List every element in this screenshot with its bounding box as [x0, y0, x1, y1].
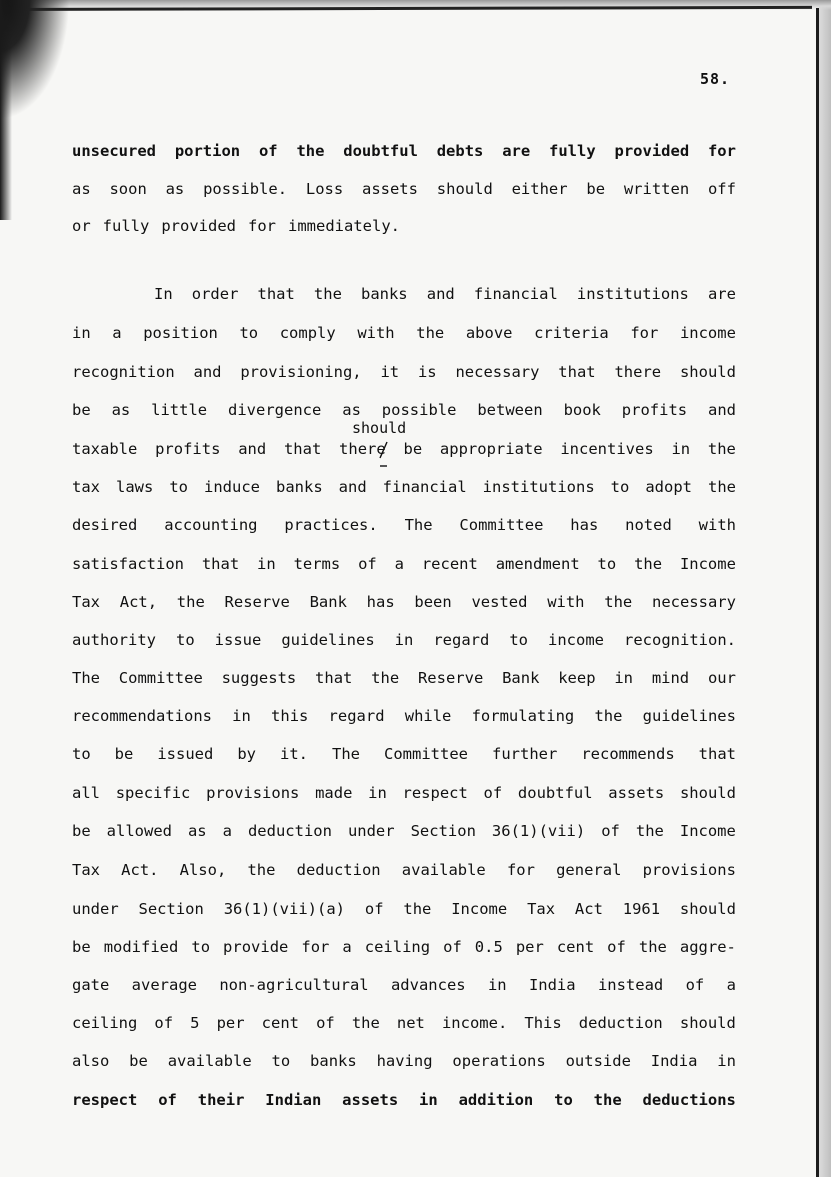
word: further [492, 745, 558, 763]
word: should [679, 900, 736, 918]
word: issue [214, 631, 262, 649]
word: allowed [106, 822, 172, 840]
word: be [72, 401, 91, 419]
word: fully [102, 217, 150, 235]
word: Loss [305, 180, 344, 198]
word: possible. [203, 180, 288, 198]
text-line [72, 668, 736, 688]
word: The [72, 669, 100, 687]
word: recognition [72, 363, 175, 381]
word: the [313, 285, 342, 303]
word: also [72, 1052, 110, 1070]
word: and [426, 285, 455, 303]
word: provisions [206, 784, 300, 802]
word: under [347, 822, 395, 840]
word: operations [452, 1052, 546, 1070]
word: in [232, 707, 251, 725]
word: guidelines [642, 707, 736, 725]
word: ceiling [72, 1014, 138, 1032]
insertion-caret-icon [376, 440, 390, 470]
word: to [169, 478, 188, 496]
word: that [257, 285, 295, 303]
word: The [404, 516, 433, 534]
word: it [380, 363, 400, 381]
word: The [332, 745, 361, 763]
word: provided [614, 142, 690, 160]
word: made [315, 784, 353, 802]
word: ceiling [364, 938, 431, 956]
text-line [72, 860, 736, 880]
word: between [477, 401, 543, 419]
word: income [548, 631, 605, 649]
word: doubtful [343, 142, 418, 160]
word: assets [361, 180, 418, 198]
word: terms [293, 555, 341, 573]
text-line [72, 630, 736, 650]
scan-left-shadow [0, 0, 12, 220]
word: cent [556, 938, 595, 956]
word: as [165, 180, 185, 198]
word: or [72, 217, 91, 235]
word: induce [204, 478, 260, 496]
word: suggests [221, 669, 297, 687]
word: to [554, 1091, 573, 1109]
word: under [72, 900, 119, 918]
word: there [614, 363, 662, 381]
word: available [401, 861, 486, 879]
word: of [154, 1014, 174, 1032]
word: for [707, 142, 736, 160]
word: be [72, 938, 91, 956]
text-line [72, 400, 736, 420]
word: in [671, 440, 691, 458]
word: Tax [72, 861, 100, 879]
word: are [707, 285, 736, 303]
text-line [72, 706, 736, 726]
word: doubtful [517, 784, 593, 802]
word: and [708, 401, 736, 419]
word: the [594, 707, 623, 725]
word: Tax [527, 900, 556, 918]
word: recognition. [624, 631, 736, 649]
word: is [417, 363, 437, 381]
word: order [191, 285, 239, 303]
word: be [129, 1052, 148, 1070]
word: gate [72, 976, 110, 994]
word: Bank [502, 669, 540, 687]
word: to [176, 631, 195, 649]
word: Tax [72, 593, 100, 611]
word: In [154, 285, 173, 303]
word: Also, [179, 861, 227, 879]
word: their [197, 1091, 245, 1109]
word: to [191, 938, 211, 956]
word: that [283, 440, 322, 458]
word: instead [597, 976, 664, 994]
word: comply [279, 324, 336, 342]
text-line [72, 179, 736, 199]
word: financial [473, 285, 558, 303]
text-line [72, 362, 736, 382]
word: desired [72, 516, 138, 534]
word: India [650, 1052, 698, 1070]
word: as [111, 401, 131, 419]
word: assets [608, 784, 665, 802]
text-line [154, 284, 736, 304]
word: the [635, 822, 664, 840]
word: a [342, 938, 352, 956]
word: having [376, 1052, 433, 1070]
word: should [679, 784, 736, 802]
word: modified [103, 938, 179, 956]
word: profits [621, 401, 688, 419]
scan-right-edge [816, 8, 819, 1177]
word: institutions [576, 285, 689, 303]
word: of [364, 900, 384, 918]
word: advances [390, 976, 466, 994]
word: incentives [560, 440, 654, 458]
text-line [72, 216, 736, 236]
page-number: 58. [700, 70, 731, 88]
text-line [72, 899, 736, 919]
word: fully [549, 142, 596, 160]
word: per [216, 1014, 245, 1032]
word: 1961 [622, 900, 661, 918]
word: aggre- [679, 938, 736, 956]
word: and [193, 363, 222, 381]
word: by [237, 745, 257, 763]
word: off [707, 180, 736, 198]
word: and [238, 440, 267, 458]
word: to [597, 555, 617, 573]
word: book [563, 401, 601, 419]
word: general [556, 861, 622, 879]
word: regard [433, 631, 490, 649]
word: written [623, 180, 690, 198]
word: with [357, 324, 395, 342]
word: should [679, 363, 736, 381]
word: criteria [534, 324, 609, 342]
word: respect [72, 1091, 138, 1109]
word: Act [574, 900, 603, 918]
word: the [707, 440, 736, 458]
word: soon [109, 180, 147, 198]
word: Committee [459, 516, 544, 534]
text-line [72, 141, 736, 161]
word: income. [441, 1014, 508, 1032]
word: the [708, 478, 736, 496]
text-line [72, 821, 736, 841]
word: Committee [118, 669, 203, 687]
word: Section [410, 822, 476, 840]
word: in [614, 669, 634, 687]
word: Bank [309, 593, 347, 611]
word: formulating [471, 707, 575, 725]
word: of [685, 976, 705, 994]
word: regard [328, 707, 385, 725]
word: be [586, 180, 606, 198]
word: provisions [642, 861, 736, 879]
word: practices. [284, 516, 378, 534]
text-line [72, 937, 736, 957]
word: possible [381, 401, 457, 419]
word: that [201, 555, 240, 573]
word: 0.5 [474, 938, 503, 956]
word: for [506, 861, 535, 879]
word: income [679, 324, 736, 342]
word: authority [72, 631, 156, 649]
word: deduction [247, 822, 332, 840]
word: banks [310, 1052, 357, 1070]
word: in [394, 631, 414, 649]
word: been [414, 593, 452, 611]
word: recent [421, 555, 478, 573]
word: there [339, 440, 386, 458]
word: the [403, 900, 432, 918]
word: all [72, 784, 100, 802]
word: of [607, 938, 626, 956]
text-line [72, 592, 736, 612]
word: mind [651, 669, 690, 687]
word: of [158, 1091, 177, 1109]
text-line [72, 554, 736, 574]
word: available [167, 1052, 252, 1070]
handwritten-insertion: should [352, 419, 407, 437]
word: that [315, 669, 353, 687]
word: the [416, 324, 445, 342]
word: banks [276, 478, 323, 496]
word: 5 [190, 1014, 200, 1032]
word: has [366, 593, 395, 611]
word: be [403, 440, 423, 458]
word: and [338, 478, 367, 496]
word: the [351, 1014, 380, 1032]
word: Committee [384, 745, 469, 763]
word: in [419, 1091, 438, 1109]
word: India [528, 976, 576, 994]
word: Section [138, 900, 204, 918]
scan-edge-shade [819, 0, 831, 1177]
text-line [72, 975, 736, 995]
word: that [558, 363, 596, 381]
word: respect [402, 784, 468, 802]
word: guidelines [281, 631, 375, 649]
word: to [271, 1052, 291, 1070]
word: cent [261, 1014, 299, 1032]
word: unsecured [72, 142, 156, 160]
word: little [151, 401, 208, 419]
word: for [630, 324, 659, 342]
word: 36(1)(vii)(a) [223, 900, 346, 918]
text-line [72, 439, 736, 459]
word: of [258, 142, 278, 160]
word: vested [471, 593, 528, 611]
word: necessary [455, 363, 540, 381]
word: a [112, 324, 122, 342]
word: outside [565, 1052, 631, 1070]
word: in [257, 555, 276, 573]
word: Indian [265, 1091, 322, 1109]
word: accounting [164, 516, 258, 534]
word: it. [280, 745, 309, 763]
word: as [342, 401, 361, 419]
word: above [465, 324, 513, 342]
word: Act, [119, 593, 158, 611]
word: provided [161, 217, 236, 235]
word: to [509, 631, 529, 649]
word: of [316, 1014, 335, 1032]
word: satisfaction [72, 555, 184, 573]
word: deduction [578, 1014, 663, 1032]
word: in [717, 1052, 736, 1070]
text-line [72, 1013, 736, 1033]
word: recommendations [72, 707, 212, 725]
word: the [593, 1091, 622, 1109]
word: as [187, 822, 207, 840]
word: a [726, 976, 736, 994]
word: to [72, 745, 91, 763]
word: laws [116, 478, 154, 496]
word: be [72, 822, 91, 840]
word: amendment [495, 555, 580, 573]
word: banks [360, 285, 408, 303]
word: of [601, 822, 620, 840]
word: the [604, 593, 633, 611]
word: as [72, 180, 91, 198]
word: either [511, 180, 568, 198]
word: recommends [581, 745, 675, 763]
text-line [72, 783, 736, 803]
word: of [443, 938, 462, 956]
word: Reserve [224, 593, 290, 611]
word: appropriate [439, 440, 543, 458]
word: Income [679, 822, 736, 840]
word: while [404, 707, 452, 725]
word: a [394, 555, 404, 573]
word: deductions [642, 1091, 736, 1109]
word: should [436, 180, 493, 198]
word: Income [679, 555, 736, 573]
word: deduction [296, 861, 381, 879]
word: in [72, 324, 91, 342]
word: this [271, 707, 309, 725]
word: average [131, 976, 197, 994]
word: with [547, 593, 585, 611]
word: the [371, 669, 400, 687]
word: profits [155, 440, 221, 458]
word: Income [451, 900, 508, 918]
word: the [634, 555, 663, 573]
word: taxable [72, 440, 138, 458]
word: Reserve [417, 669, 484, 687]
word: of [483, 784, 503, 802]
word: tax [72, 478, 100, 496]
word: a [222, 822, 232, 840]
word: to [239, 324, 259, 342]
word: in [487, 976, 507, 994]
word: immediately. [288, 217, 400, 235]
word: our [707, 669, 736, 687]
word: net [396, 1014, 425, 1032]
word: be [114, 745, 134, 763]
word: are [502, 142, 531, 160]
text-line [72, 477, 736, 497]
word: with [698, 516, 736, 534]
word: for [248, 217, 276, 235]
word: in [368, 784, 387, 802]
word: for [301, 938, 330, 956]
word: This [524, 1014, 562, 1032]
word: of [358, 555, 377, 573]
word: noted [625, 516, 672, 534]
text-line [72, 1090, 736, 1110]
word: the [296, 142, 325, 160]
word: position [143, 324, 218, 342]
word: to [610, 478, 630, 496]
word: provide [223, 938, 289, 956]
text-line [72, 515, 736, 535]
word: Act. [121, 861, 159, 879]
text-line [72, 323, 736, 343]
word: has [570, 516, 599, 534]
word: that [698, 745, 736, 763]
word: debts [436, 142, 484, 160]
word: necessary [651, 593, 736, 611]
word: institutions [482, 478, 595, 496]
word: issued [157, 745, 214, 763]
word: non-agricultural [219, 976, 369, 994]
word: provisioning, [240, 363, 362, 381]
word: the [247, 861, 276, 879]
word: specific [115, 784, 191, 802]
word: financial [382, 478, 467, 496]
word: should [679, 1014, 736, 1032]
word: portion [174, 142, 241, 160]
text-line [72, 744, 736, 764]
text-line [72, 1051, 736, 1071]
word: the [638, 938, 667, 956]
word: adopt [645, 478, 692, 496]
word: per [515, 938, 544, 956]
word: divergence [228, 401, 322, 419]
word: 36(1)(vii) [491, 822, 586, 840]
word: assets [342, 1091, 399, 1109]
word: keep [558, 669, 596, 687]
word: addition [458, 1091, 534, 1109]
word: the [176, 593, 205, 611]
